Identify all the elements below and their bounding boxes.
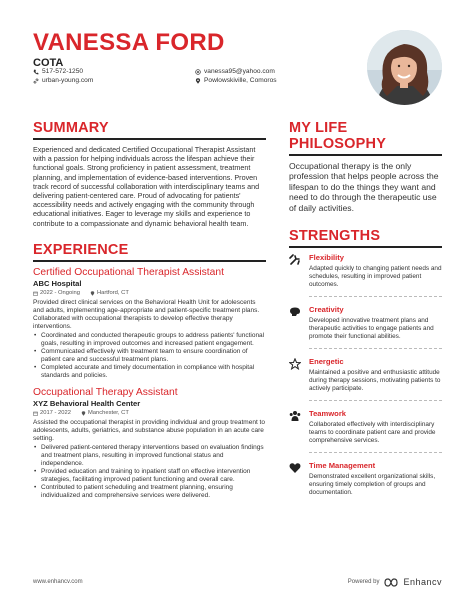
job-bullets (33, 444, 266, 500)
experience-title: EXPERIENCE (33, 241, 129, 258)
list-item: • Delivered patient-centered therapy interventions based on evaluation findings and treatment plans, resulting in improved functional status and independence. (33, 444, 266, 468)
location-contact (195, 77, 277, 84)
location-text: Powlowskiville, Comoros (204, 77, 277, 84)
flexibility-icon (289, 254, 301, 266)
job-location: Manchester, CT (87, 409, 129, 416)
strength-item (289, 409, 442, 453)
strength-item (289, 461, 442, 497)
resume-header (33, 30, 333, 69)
strength-divider (309, 296, 442, 297)
strength-divider (309, 452, 442, 453)
job-dates: 2017 - 2022 (40, 409, 71, 416)
job-description: Provided direct clinical services on the Behavioral Health Unit for adolescents and adults, implementing age-appropriate and patient-specific treatment plans. Collaborated with occupational therapists to develop effective therapy interventions. (33, 298, 260, 330)
phone-icon (33, 69, 39, 75)
strength-description: Maintained a positive and enthusiastic attitude during therapy sessions, motivating patients to actively participate. (309, 369, 441, 393)
strength-description: Collaborated effectively with interdisciplinary teams to coordinate patient care and provide comprehensive services. (309, 421, 436, 445)
job-location: Hartford, CT (96, 289, 129, 296)
list-item: • Completed accurate and timely documentation in compliance with hospital standards and policies. (33, 364, 266, 380)
strength-item (289, 305, 442, 349)
list-item: • Communicated effectively with treatment team to ensure coordination of patient care and successful treatment plans. (33, 348, 266, 364)
job-title: Certified Occupational Therapist Assistant (33, 266, 224, 278)
brand-name: Enhancv (403, 577, 442, 587)
link-icon (33, 78, 39, 84)
enhancv-logo-icon (384, 578, 398, 587)
strength-title: Creativity (309, 305, 344, 315)
strength-description: Demonstrated excellent organizational skills, ensuring timely completion of groups and documentation. (309, 473, 436, 497)
job-dates: 2022 - Ongoing (40, 289, 80, 296)
list-item: • Provided education and training to inpatient staff on effective intervention strategies, facilitating improved patient functioning and overall care. (33, 468, 266, 484)
phone-contact (33, 68, 83, 75)
strength-title: Teamwork (309, 409, 346, 419)
location-pin-icon (195, 78, 201, 84)
email-contact[interactable] (195, 68, 275, 75)
philosophy-title: MY LIFE PHILOSOPHY (289, 120, 387, 152)
summary-text: Experienced and dedicated Certified Occupational Therapist Assistant with a passion for helping individuals across the lifespan achieve their functional goals. Strong proficiency in patient assessment, treatment planning, and implementation of evidence-based interventions. Proven track record of successful collaboration with interdisciplinary teams and delivering patient-centered care. Proud of advocating for patients' accessibility needs and actively engaging with the community through educational initiatives. Eager to leverage my skills and experience to contribute to a compassionate and dynamic behavioral health team. (33, 145, 260, 228)
strengths-divider (289, 246, 442, 248)
star-icon (289, 358, 301, 370)
calendar-icon (33, 411, 38, 416)
job-meta (33, 289, 266, 298)
candidate-role: COTA (33, 57, 64, 69)
right-column (289, 120, 442, 505)
strength-description: Developed innovative treatment plans and therapeutic activities to engage patients and promote their functional abilities. (309, 317, 434, 341)
summary-title: SUMMARY (33, 120, 109, 136)
job-bullets (33, 332, 266, 380)
strength-item (289, 253, 442, 297)
powered-by-label: Powered by (347, 579, 380, 585)
powered-by (348, 577, 442, 587)
job-company: XYZ Behavioral Health Center (33, 398, 141, 408)
heart-icon (289, 462, 301, 474)
job-description: Assisted the occupational therapist in providing individual and group treatment to adolescents, adults, geriatrics, and substance abuse population in an acute care setting. (33, 418, 265, 442)
philosophy-text: Occupational therapy is the only profession that helps people across the lifespan to do the things they want and need to do through the therapeutic use of daily activities. (289, 161, 439, 213)
strength-item (289, 357, 442, 401)
strengths-title: STRENGTHS (289, 228, 381, 245)
list-item: • Coordinated and conducted therapeutic groups to address patients' functional goals, resulting in improved outcomes and increased patient engagement. (33, 332, 266, 348)
team-icon (289, 410, 301, 422)
profile-photo (367, 30, 442, 105)
summary-divider (33, 138, 266, 140)
experience-divider (33, 260, 266, 262)
brain-icon (289, 306, 301, 318)
job-title: Occupational Therapy Assistant (33, 386, 178, 398)
philosophy-divider (289, 154, 442, 156)
job-entry (33, 267, 266, 380)
job-entry (33, 387, 266, 500)
job-company: ABC Hospital (33, 278, 82, 288)
website-contact[interactable] (33, 77, 93, 84)
footer-url[interactable]: www.enhancv.com (33, 579, 83, 585)
list-item: • Contributed to patient scheduling and treatment planning, ensuring individualized and comprehensive services were delivered. (33, 484, 266, 500)
strength-divider (309, 400, 442, 401)
left-column (33, 120, 266, 500)
email-address[interactable]: vanessa95@yahoo.com (204, 68, 275, 75)
strength-title: Flexibility (309, 253, 345, 263)
strength-title: Time Management (309, 461, 376, 471)
calendar-icon (33, 291, 38, 296)
phone-number: 517-572-1250 (42, 68, 84, 75)
website-link[interactable]: urban-young.com (42, 77, 94, 84)
strength-divider (309, 348, 442, 349)
location-pin-icon (81, 411, 86, 416)
strength-title: Energetic (309, 357, 344, 367)
at-icon (195, 69, 201, 75)
job-meta (33, 409, 266, 418)
strength-description: Adapted quickly to changing patient needs and schedules, resulting in improved patient outcomes. (309, 265, 442, 289)
candidate-name: VANESSA FORD (33, 29, 225, 56)
location-pin-icon (90, 291, 95, 296)
